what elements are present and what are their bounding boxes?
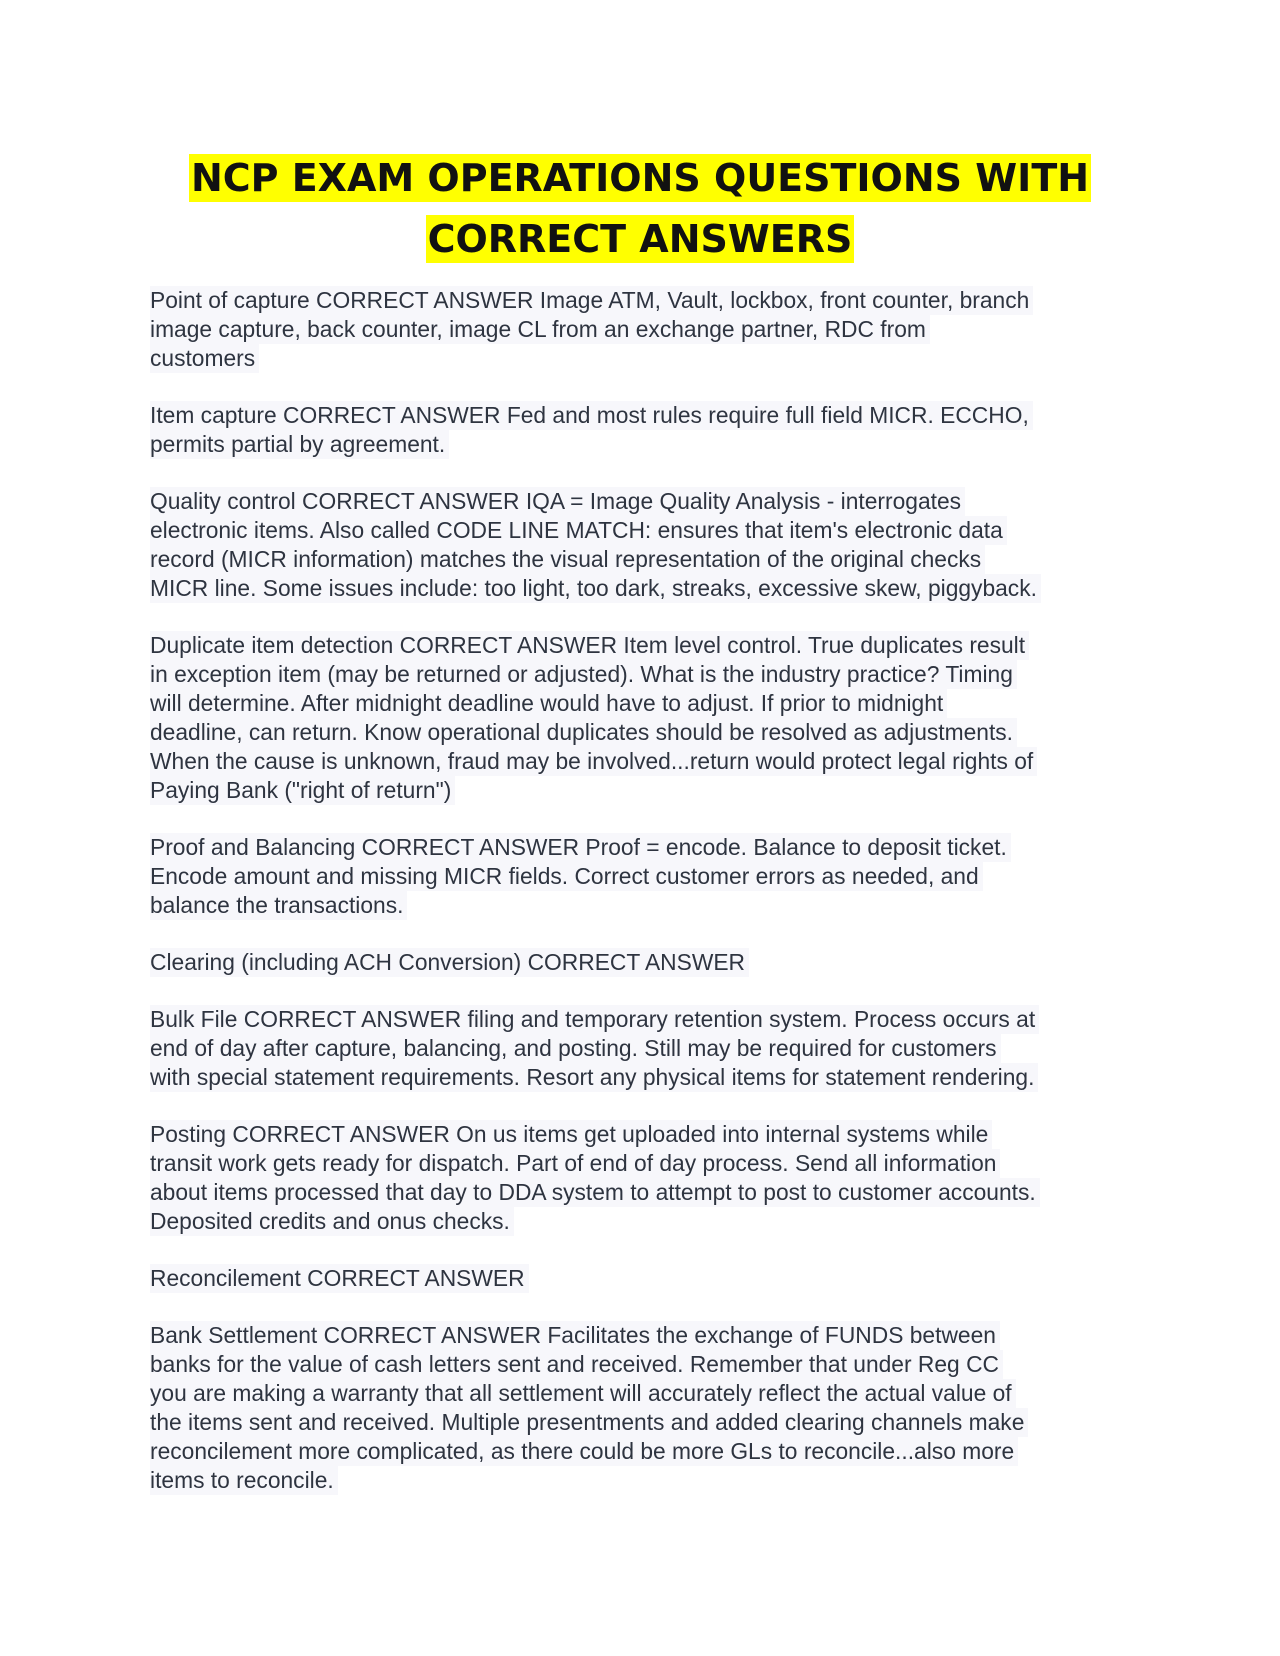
text-line: you are making a warranty that all settlement will accurately reflect the actual value of <box>150 1379 1016 1408</box>
text-line: Paying Bank ("right of return") <box>150 776 455 805</box>
text-line: in exception item (may be returned or adjusted). What is the industry practice? Timing <box>150 660 1017 689</box>
text-line: reconcilement more complicated, as there could be more GLs to reconcile...also more <box>150 1437 1018 1466</box>
text-line: Point of capture CORRECT ANSWER Image ATM, Vault, lockbox, front counter, branch <box>150 286 1033 315</box>
qa-entry-bulk-file <box>150 1005 1130 1092</box>
text-line: Encode amount and missing MICR fields. Correct customer errors as needed, and <box>150 862 983 891</box>
text-line: Posting CORRECT ANSWER On us items get uploaded into internal systems while <box>150 1120 992 1149</box>
text-line: Proof and Balancing CORRECT ANSWER Proof = encode. Balance to deposit ticket. <box>150 833 1011 862</box>
text-line: image capture, back counter, image CL from an exchange partner, RDC from <box>150 315 930 344</box>
text-line: Deposited credits and onus checks. <box>150 1207 514 1236</box>
text-line: permits partial by agreement. <box>150 430 449 459</box>
document-body <box>150 286 1130 1523</box>
text-line: the items sent and received. Multiple presentments and added clearing channels make <box>150 1408 1028 1437</box>
text-line: MICR line. Some issues include: too light, too dark, streaks, excessive skew, piggyback. <box>150 574 1041 603</box>
qa-entry-clearing <box>150 948 1130 977</box>
qa-entry-posting <box>150 1120 1130 1236</box>
text-line: customers <box>150 344 259 373</box>
text-line: Bank Settlement CORRECT ANSWER Facilitates the exchange of FUNDS between <box>150 1321 1000 1350</box>
text-line: about items processed that day to DDA system to attempt to post to customer accounts. <box>150 1178 1040 1207</box>
qa-entry-reconcilement <box>150 1264 1130 1293</box>
text-line: Item capture CORRECT ANSWER Fed and most rules require full field MICR. ECCHO, <box>150 401 1033 430</box>
text-line: will determine. After midnight deadline would have to adjust. If prior to midnight <box>150 689 947 718</box>
qa-entry-quality-control <box>150 487 1130 603</box>
text-line: Clearing (including ACH Conversion) CORRECT ANSWER <box>150 948 749 977</box>
document-title <box>150 148 1130 270</box>
text-line: deadline, can return. Know operational duplicates should be resolved as adjustments. <box>150 718 1017 747</box>
title-line: NCP EXAM OPERATIONS QUESTIONS WITH <box>190 156 1090 200</box>
text-line: banks for the value of cash letters sent and received. Remember that under Reg CC <box>150 1350 1003 1379</box>
qa-entry-bank-settlement <box>150 1321 1130 1495</box>
text-line: When the cause is unknown, fraud may be involved...return would protect legal rights of <box>150 747 1037 776</box>
title-line: CORRECT ANSWERS <box>427 217 853 261</box>
qa-entry-point-of-capture <box>150 286 1130 373</box>
text-line: balance the transactions. <box>150 891 407 920</box>
text-line: Quality control CORRECT ANSWER IQA = Image Quality Analysis - interrogates <box>150 487 965 516</box>
qa-entry-item-capture <box>150 401 1130 459</box>
text-line: end of day after capture, balancing, and posting. Still may be required for customers <box>150 1034 1001 1063</box>
text-line: electronic items. Also called CODE LINE MATCH: ensures that item's electronic data <box>150 516 1007 545</box>
text-line: items to reconcile. <box>150 1466 338 1495</box>
text-line: record (MICR information) matches the visual representation of the original checks <box>150 545 985 574</box>
qa-entry-proof-and-balancing <box>150 833 1130 920</box>
qa-entry-duplicate-item-detection <box>150 631 1130 805</box>
text-line: transit work gets ready for dispatch. Part of end of day process. Send all information <box>150 1149 1000 1178</box>
text-line: with special statement requirements. Resort any physical items for statement rendering. <box>150 1063 1038 1092</box>
text-line: Reconcilement CORRECT ANSWER <box>150 1264 529 1293</box>
text-line: Duplicate item detection CORRECT ANSWER Item level control. True duplicates result <box>150 631 1029 660</box>
text-line: Bulk File CORRECT ANSWER filing and temporary retention system. Process occurs at <box>150 1005 1039 1034</box>
